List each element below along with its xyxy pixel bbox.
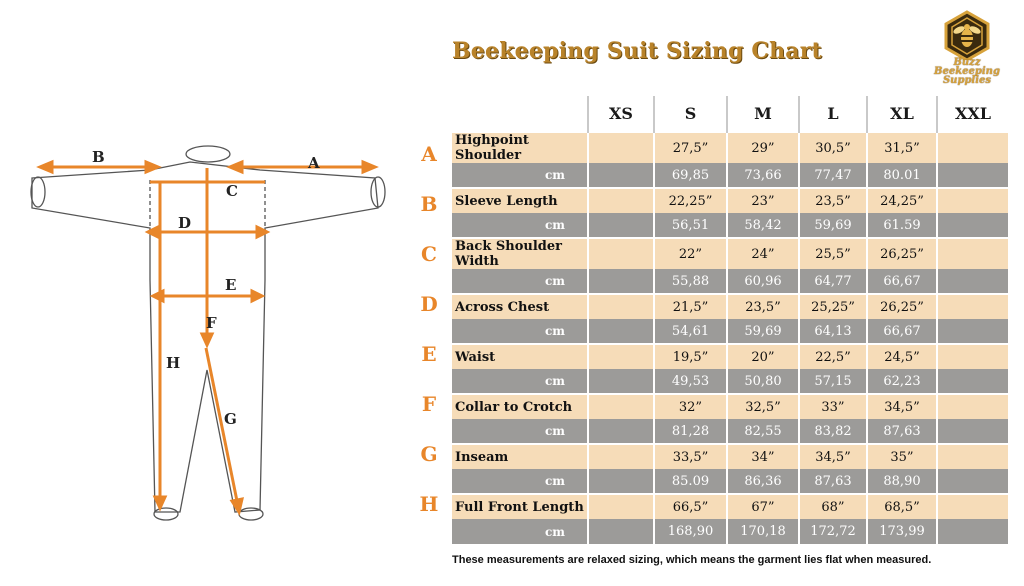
inch-value: 27,5” <box>654 132 727 163</box>
inch-value: 32” <box>654 394 727 419</box>
arrow-g <box>232 499 242 512</box>
inch-value: 23,5” <box>727 294 799 319</box>
cm-value <box>588 213 654 238</box>
inch-value: 68” <box>799 494 867 519</box>
cm-unit-label: cm <box>452 319 588 344</box>
cm-value: 66,67 <box>867 269 937 294</box>
inch-value <box>937 238 1008 269</box>
cm-value: 59,69 <box>727 319 799 344</box>
inch-value: 26,25” <box>867 238 937 269</box>
cm-value <box>937 319 1008 344</box>
cm-row <box>452 163 1008 188</box>
diagram-label-d: D <box>178 214 192 232</box>
inch-value <box>588 238 654 269</box>
header-xs: XS <box>588 96 654 132</box>
inch-value <box>937 344 1008 369</box>
inch-value: 68,5” <box>867 494 937 519</box>
inch-value: 19,5” <box>654 344 727 369</box>
cm-unit-label: cm <box>452 369 588 394</box>
row-letter: G <box>420 442 438 466</box>
inch-value: 22” <box>654 238 727 269</box>
arrow-e-right <box>252 291 262 301</box>
inch-value: 31,5” <box>867 132 937 163</box>
arrow-a-left <box>230 162 242 172</box>
measurement-row <box>452 444 1008 469</box>
inch-value <box>937 394 1008 419</box>
measurement-row <box>452 188 1008 213</box>
cm-value: 64,13 <box>799 319 867 344</box>
diagram-label-e: E <box>225 276 237 294</box>
inch-value: 33” <box>799 394 867 419</box>
cm-unit-label: cm <box>452 213 588 238</box>
inch-value: 34,5” <box>867 394 937 419</box>
cm-value: 61.59 <box>867 213 937 238</box>
suit-diagram <box>20 140 400 530</box>
header-s: S <box>654 96 727 132</box>
inch-value: 24,5” <box>867 344 937 369</box>
row-letter: D <box>420 292 438 316</box>
header-xl: XL <box>867 96 937 132</box>
cm-value: 85.09 <box>654 469 727 494</box>
row-letter: B <box>420 192 438 216</box>
cm-value: 82,55 <box>727 419 799 444</box>
measurement-row <box>452 238 1008 269</box>
row-letter: F <box>421 392 437 416</box>
inch-value <box>937 188 1008 213</box>
sizing-footnote: These measurements are relaxed sizing, which means the garment lies flat when measured. <box>452 554 932 566</box>
size-header-row <box>452 96 1008 132</box>
cm-unit-label: cm <box>452 519 588 544</box>
inch-value: 23,5” <box>799 188 867 213</box>
header-blank <box>452 96 588 132</box>
header-xxl: XXL <box>937 96 1008 132</box>
cm-value: 59,69 <box>799 213 867 238</box>
cm-row <box>452 319 1008 344</box>
inch-value: 24” <box>727 238 799 269</box>
inch-value <box>937 132 1008 163</box>
cm-value: 77,47 <box>799 163 867 188</box>
inch-value: 35” <box>867 444 937 469</box>
cm-value <box>937 163 1008 188</box>
cm-value <box>588 369 654 394</box>
measurement-name: Collar to Crotch <box>452 394 588 419</box>
cm-value: 56,51 <box>654 213 727 238</box>
diagram-label-b: B <box>92 148 105 166</box>
measurement-row <box>452 494 1008 519</box>
inch-value: 20” <box>727 344 799 369</box>
inch-value <box>588 344 654 369</box>
inch-value: 24,25” <box>867 188 937 213</box>
cm-value <box>937 369 1008 394</box>
measurement-name: Highpoint Shoulder <box>452 132 588 163</box>
cm-value <box>588 419 654 444</box>
inch-value <box>937 494 1008 519</box>
cm-value <box>588 469 654 494</box>
cm-value: 60,96 <box>727 269 799 294</box>
inch-value <box>588 132 654 163</box>
row-letter: A <box>421 142 437 166</box>
cm-value: 83,82 <box>799 419 867 444</box>
arrow-b-right <box>146 162 158 172</box>
cm-value: 173,99 <box>867 519 937 544</box>
measurement-name: Waist <box>452 344 588 369</box>
diagram-label-h: H <box>166 354 181 372</box>
cm-row <box>452 369 1008 394</box>
inch-value <box>937 444 1008 469</box>
cm-unit-label: cm <box>452 419 588 444</box>
inch-value: 26,25” <box>867 294 937 319</box>
cm-value: 57,15 <box>799 369 867 394</box>
cm-value <box>937 419 1008 444</box>
cm-value <box>588 163 654 188</box>
cm-value <box>588 319 654 344</box>
arrow-b-left <box>40 162 52 172</box>
brand-name-line2: Supplies <box>942 75 992 86</box>
brand-logo <box>922 10 1012 86</box>
inch-value: 21,5” <box>654 294 727 319</box>
cm-value: 87,63 <box>799 469 867 494</box>
cm-value: 172,72 <box>799 519 867 544</box>
measurement-name: Full Front Length <box>452 494 588 519</box>
cm-value <box>937 213 1008 238</box>
inch-value: 34” <box>727 444 799 469</box>
inch-value: 67” <box>727 494 799 519</box>
measurement-row <box>452 132 1008 163</box>
cm-value: 50,80 <box>727 369 799 394</box>
inch-value <box>588 444 654 469</box>
hexagon-bee-icon <box>922 10 1012 60</box>
cm-value <box>588 269 654 294</box>
measurement-row <box>452 294 1008 319</box>
cm-row <box>452 519 1008 544</box>
header-l: L <box>799 96 867 132</box>
diagram-label-g: G <box>224 410 237 428</box>
inch-value: 25,25” <box>799 294 867 319</box>
row-letter: C <box>421 242 437 266</box>
cm-value: 170,18 <box>727 519 799 544</box>
cm-value: 168,90 <box>654 519 727 544</box>
cm-value: 54,61 <box>654 319 727 344</box>
cm-value: 66,67 <box>867 319 937 344</box>
inch-value: 66,5” <box>654 494 727 519</box>
inch-value <box>588 294 654 319</box>
brand-name-line1: Buzz Beekeeping <box>934 57 1000 77</box>
cm-value: 87,63 <box>867 419 937 444</box>
inch-value: 34,5” <box>799 444 867 469</box>
inch-value: 25,5” <box>799 238 867 269</box>
brand-name <box>922 58 1012 85</box>
cm-value: 81,28 <box>654 419 727 444</box>
cm-value: 69,85 <box>654 163 727 188</box>
inch-value <box>588 188 654 213</box>
measurement-name: Across Chest <box>452 294 588 319</box>
cm-value: 55,88 <box>654 269 727 294</box>
measure-lines <box>40 162 375 512</box>
measurement-row <box>452 344 1008 369</box>
cm-value <box>937 519 1008 544</box>
measurement-row <box>452 394 1008 419</box>
cm-unit-label: cm <box>452 269 588 294</box>
header-m: M <box>727 96 799 132</box>
cm-value <box>937 469 1008 494</box>
cm-value: 58,42 <box>727 213 799 238</box>
inch-value <box>588 494 654 519</box>
inch-value: 22,5” <box>799 344 867 369</box>
cm-unit-label: cm <box>452 163 588 188</box>
diagram-label-a: A <box>308 154 320 172</box>
row-letter: E <box>421 342 437 366</box>
inch-value: 33,5” <box>654 444 727 469</box>
inch-value: 29” <box>727 132 799 163</box>
sizing-table <box>452 96 1008 544</box>
cm-row <box>452 213 1008 238</box>
inch-value: 30,5” <box>799 132 867 163</box>
cm-row <box>452 269 1008 294</box>
inch-value: 32,5” <box>727 394 799 419</box>
diagram-label-f: F <box>206 314 217 332</box>
cm-value <box>937 269 1008 294</box>
arrow-h <box>155 497 165 508</box>
measurement-name: Inseam <box>452 444 588 469</box>
cm-value: 62,23 <box>867 369 937 394</box>
cm-value: 49,53 <box>654 369 727 394</box>
cm-value: 80.01 <box>867 163 937 188</box>
arrow-a-right <box>363 162 375 172</box>
cm-unit-label: cm <box>452 469 588 494</box>
inch-value <box>937 294 1008 319</box>
inch-value: 23” <box>727 188 799 213</box>
diagram-label-c: C <box>226 182 238 200</box>
cm-row <box>452 419 1008 444</box>
row-letter: H <box>419 492 439 516</box>
inch-value <box>588 394 654 419</box>
chart-title: Beekeeping Suit Sizing Chart <box>452 38 822 64</box>
cm-value: 64,77 <box>799 269 867 294</box>
cm-value: 88,90 <box>867 469 937 494</box>
inch-value: 22,25” <box>654 188 727 213</box>
measurement-name: Sleeve Length <box>452 188 588 213</box>
cm-value <box>588 519 654 544</box>
cm-value: 73,66 <box>727 163 799 188</box>
measurement-name: Back Shoulder Width <box>452 238 588 269</box>
arrow-f <box>202 334 212 345</box>
cm-value: 86,36 <box>727 469 799 494</box>
cm-row <box>452 469 1008 494</box>
